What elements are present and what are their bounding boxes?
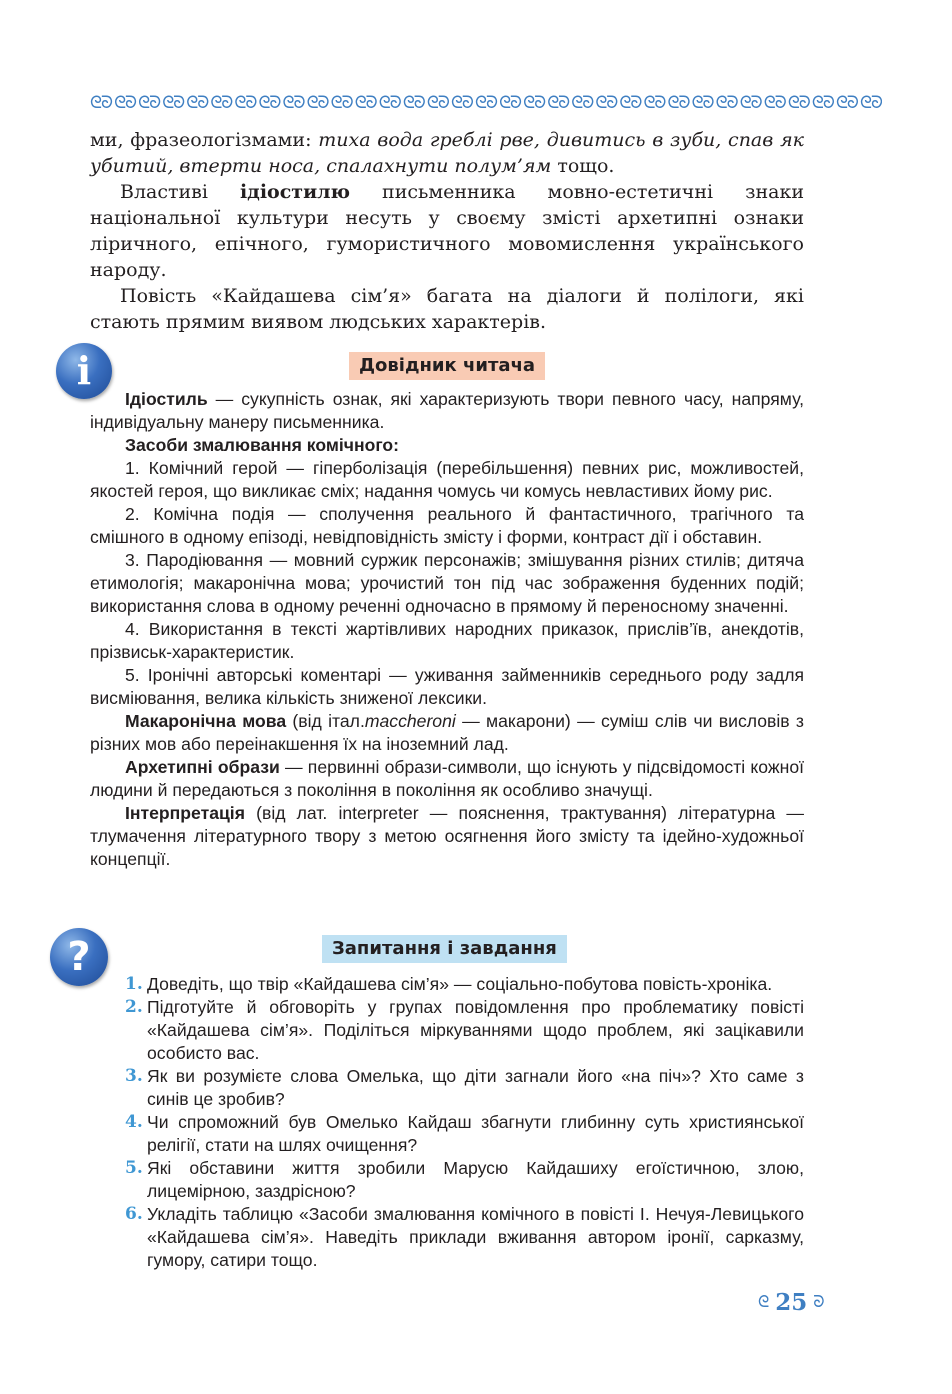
ornament-glyph: ᘓᘐ	[860, 93, 882, 113]
ornament-glyph: ᘓᘐ	[186, 93, 209, 113]
question-number: 2.	[125, 997, 143, 1017]
ornament-glyph: ᘓᘐ	[426, 93, 449, 113]
info-icon: i	[56, 343, 112, 399]
comic-means-item: 3. Пародіювання — мовний суржик персонажів; змішування різних стилів; дитяча етимологія; макаронічна мова; урочистий тон під час зображення буденних подій; використання слова в одному реченні одночасно в прямому й переносному значенні.	[90, 550, 804, 616]
questions-title: Запитання і завдання	[322, 935, 567, 963]
paragraph-3: Повість «Кайдашева сім’я» багата на діалоги й полілоги, які стають прямим виявом людських характерів.	[90, 285, 804, 333]
ornament-glyph: ᘓᘐ	[547, 93, 570, 113]
ornament-glyph: ᘓᘐ	[715, 93, 738, 113]
ornament-glyph: ᘓᘐ	[835, 93, 858, 113]
questions-list	[90, 973, 804, 1272]
ornament-glyph: ᘓᘐ	[138, 93, 161, 113]
question-number: 5.	[125, 1158, 143, 1178]
ornament-glyph: ᘓᘐ	[523, 93, 546, 113]
comic-means-item: 2. Комічна подія — сполучення реального й фантастичного, трагічного та смішного в одному епізоді, невідповідність змісту і форми, контраст дії і обставин.	[90, 504, 804, 547]
archetypes-definition: Архетипні образи — первинні образи-символи, що існують у підсвідомості кожної людини й передаються з покоління в покоління як особливо значущі.	[90, 757, 804, 800]
ornament-glyph: ᘓᘐ	[258, 93, 281, 113]
page-number	[758, 1286, 825, 1318]
page-number-value: 25	[775, 1288, 808, 1316]
question-number: 4.	[125, 1112, 143, 1132]
question-item: 5. Які обставини життя зробили Марусю Кайдашиху егоїстичною, злою, лицемірною, заздрісною?	[125, 1158, 804, 1201]
ornament-glyph: ᘓᘐ	[667, 93, 690, 113]
ornament-glyph: ᘓᘐ	[571, 93, 594, 113]
paragraph-2: Властиві ідіостилю письменника мовно-естетичні знаки національної культури несуть у своєму змісті архетипні ознаки ліричного, епічного, гумористичного мовомислення українського народу.	[90, 181, 804, 281]
ornament-glyph: ᘓᘐ	[787, 93, 810, 113]
ornament-glyph: ᘓᘐ	[450, 93, 473, 113]
ornament-glyph: ᘓᘐ	[330, 93, 353, 113]
reader-reference-box	[90, 388, 804, 871]
ornament-glyph: ᘓᘐ	[282, 93, 305, 113]
ornament-glyph: ᘓᘐ	[499, 93, 521, 113]
question-number: 1.	[125, 974, 143, 994]
comic-means-item: 4. Використання в тексті жартівливих народних приказок, прислів’їв, анекдотів, прізвиськ-характеристик.	[90, 619, 804, 662]
question-item: 1. Доведіть, що твір «Кайдашева сім’я» — соціально-побутова повість-хроніка.	[125, 974, 773, 994]
ornament-glyph: ᘓᘐ	[475, 93, 497, 113]
ornament-glyph: ᘓᘐ	[619, 93, 642, 113]
ornament-glyph: ᘓᘐ	[162, 93, 185, 113]
comic-means-item: 1. Комічний герой — гіперболізація (перебільшення) певних рис, можливостей, якостей героя, що викликає сміх; надання чомусь чи комусь невластивих йому рис.	[90, 458, 804, 501]
ornament-glyph: ᘓᘐ	[234, 93, 257, 113]
ornament-glyph: ᘓᘐ	[354, 93, 377, 113]
ornament-glyph: ᘓᘐ	[306, 93, 329, 113]
reader-reference-title: Довідник читача	[349, 352, 545, 380]
right-flourish-icon: ᘐ	[813, 1292, 825, 1311]
comic-means-heading: Засоби змалювання комічного:	[125, 435, 400, 455]
idiostyle-definition: Ідіостиль — сукупність ознак, які характеризують твори певного часу, напряму, індивідуальну манеру письменника.	[90, 389, 804, 432]
ornament-glyph: ᘓᘐ	[378, 93, 401, 113]
ornament-glyph: ᘓᘐ	[595, 93, 618, 113]
question-icon: ?	[50, 928, 108, 986]
ornament-glyph: ᘓᘐ	[210, 93, 233, 113]
ornament-glyph: ᘓᘐ	[691, 93, 714, 113]
interpretation-definition: Інтерпретація (від лат. interpreter — пояснення, трактування) літературна — тлумачення літературного твору з метою осягнення його змісту та ідейно-художньої концепції.	[90, 803, 804, 869]
question-item: 2. Підготуйте й обговоріть у групах повідомлення про проблематику повісті «Кайдашева сім’я». Поділіться міркуваннями щодо проблем, які зацікавили особисто вас.	[125, 997, 804, 1063]
ornament-glyph: ᘓᘐ	[811, 93, 834, 113]
ornament-glyph: ᘓᘐ	[402, 93, 425, 113]
main-text	[90, 127, 804, 335]
question-number: 6.	[125, 1204, 143, 1224]
question-number: 3.	[125, 1066, 143, 1086]
question-item: 3. Як ви розумієте слова Омелька, що діти загнали його «на піч»? Хто саме з синів це зробив?	[125, 1066, 804, 1109]
question-item: 4. Чи спроможний був Омелько Кайдаш збагнути глибинну суть християнської релігії, стати на шлях очищення?	[125, 1112, 804, 1155]
top-ornament-border	[90, 92, 882, 114]
macaronic-definition: Макаронічна мова (від італ.maccheroni — макарони) — суміш слів чи висловів з різних мов або переінакшення їх на іноземний лад.	[90, 711, 804, 754]
ornament-glyph: ᘓᘐ	[739, 93, 762, 113]
comic-means-item: 5. Іронічні авторські коментарі — уживання займенників середнього роду задля висміювання, велика кількість зниженої лексики.	[90, 665, 804, 708]
ornament-glyph: ᘓᘐ	[114, 93, 136, 113]
paragraph-1: ми, фразеологізмами: тиха вода греблі рве, дивитись в зуби, спав як убитий, втерти носа, спалахнути полум’ям тощо.	[90, 129, 804, 177]
ornament-glyph: ᘓᘐ	[763, 93, 786, 113]
question-item: 6. Укладіть таблицю «Засоби змалювання комічного в повісті І. Нечуя-Левицького «Кайдашева сім’я». Наведіть приклади вживання автором іронії, сарказму, гумору, сатири тощо.	[125, 1204, 804, 1270]
left-flourish-icon: ᘓ	[758, 1292, 770, 1311]
ornament-glyph: ᘓᘐ	[90, 93, 112, 113]
ornament-glyph: ᘓᘐ	[643, 93, 666, 113]
